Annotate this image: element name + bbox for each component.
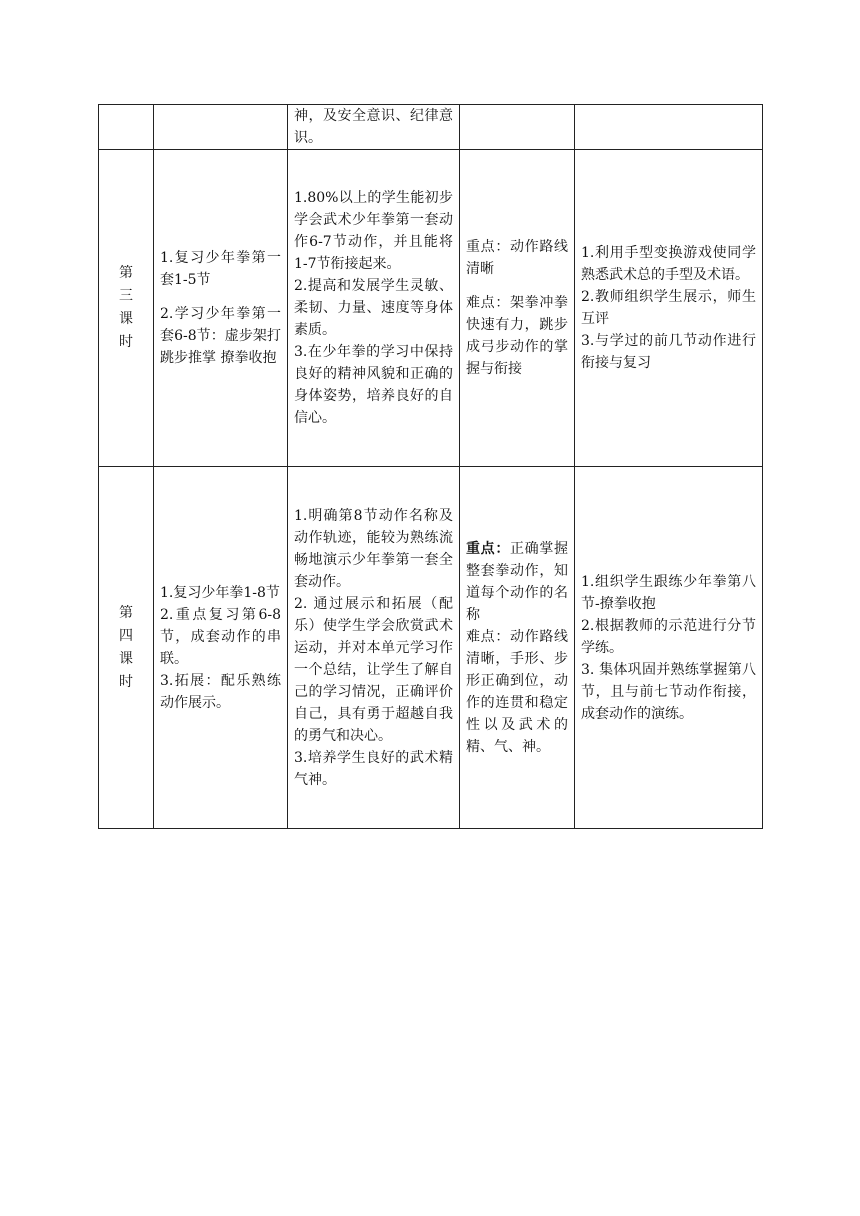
- method-text: 1.组织学生跟练少年拳第八节-撩拳收抱: [581, 573, 756, 612]
- goals-cell: [288, 150, 460, 467]
- goals-cell: [288, 467, 460, 829]
- goal-text: 1.明确第8节动作名称及动作轨迹，能较为熟练流畅地演示少年拳第一套全套动作。: [294, 507, 453, 590]
- keypoint-label: 重点：: [466, 239, 510, 255]
- keypoint-body: 正确掌握整套拳动作，知道每个动作的名称: [466, 540, 568, 623]
- methods-cell: [575, 105, 763, 150]
- content-cell: [154, 467, 288, 829]
- method-text: 1.利用手型变换游戏使同学熟悉武术总的手型及术语。: [581, 245, 756, 283]
- content-text: 1.复习少年拳第一套1-5节: [160, 250, 281, 288]
- goal-text: 1.80%以上的学生能初步学会武术少年拳第一套动作6-7节动作，并且能将1-7节衔接起来。: [294, 190, 453, 272]
- content-text: 2.学习少年拳第一套6-8节：虚步架打 跳步推掌 撩拳收抱: [160, 306, 281, 366]
- difficulty-label: 难点：: [466, 628, 510, 645]
- goals-cell: [288, 105, 460, 150]
- method-text: 3.与学过的前几节动作进行衔接与复习: [581, 333, 756, 371]
- method-text: 2.教师组织学生展示，师生互评: [581, 289, 756, 327]
- difficulty-text: [466, 292, 568, 380]
- lesson-char: 四: [119, 627, 133, 644]
- keypoint-text: [466, 538, 568, 626]
- table-row: [99, 467, 763, 829]
- goal-text: 3.在少年拳的学习中保持良好的精神风貌和正确的身体姿势，培养良好的自信心。: [294, 344, 453, 426]
- table-row: [99, 105, 763, 150]
- lesson-cell: [99, 467, 154, 829]
- methods-cell: [575, 467, 763, 829]
- lesson-char: 课: [119, 311, 133, 327]
- lesson-cell: [99, 105, 154, 150]
- content-text: 2.重点复习第6-8节，成套动作的串联。: [160, 606, 281, 667]
- lesson-char: 第: [119, 265, 133, 281]
- keypoints-cell: [460, 105, 575, 150]
- keypoints-cell: [460, 467, 575, 829]
- goal-text: 2. 通过展示和拓展（配乐）使学生学会欣赏武术运动，并对本单元学习作一个总结，让学生了解自己的学习情况，正确评价自己，具有勇于超越自我的勇气和决心。: [294, 595, 453, 744]
- keypoint-text: [466, 236, 568, 280]
- goal-text: 神，及安全意识、纪律意识。: [294, 108, 453, 146]
- lesson-char: 课: [119, 650, 133, 667]
- keypoint-label: 重点：: [466, 540, 510, 557]
- lesson-char: 时: [119, 673, 133, 690]
- lesson-plan-table: [98, 104, 763, 829]
- table-row: [99, 150, 763, 467]
- difficulty-body: 架拳冲拳快速有力，跳步成弓步动作的掌握与衔接: [466, 295, 568, 377]
- methods-cell: [575, 150, 763, 467]
- difficulty-body: 动作路线清晰，手形、步形正确到位，动作的连贯和稳定性以及武术的精、气、神。: [466, 628, 568, 755]
- difficulty-text: [466, 626, 568, 758]
- content-cell: [154, 105, 288, 150]
- keypoint-body: 动作路线清晰: [466, 239, 568, 277]
- method-text: 3. 集体巩固并熟练掌握第八节，且与前七节动作衔接，成套动作的演练。: [581, 661, 756, 722]
- keypoints-cell: [460, 150, 575, 467]
- lesson-char: 第: [119, 604, 133, 621]
- goal-text: 3.培养学生良好的武术精气神。: [294, 749, 453, 788]
- content-text: 1.复习少年拳1-8节: [160, 584, 280, 601]
- goal-text: 2.提高和发展学生灵敏、柔韧、力量、速度等身体素质。: [294, 278, 453, 338]
- content-cell: [154, 150, 288, 467]
- lesson-cell: [99, 150, 154, 467]
- difficulty-label: 难点：: [466, 295, 510, 311]
- method-text: 2.根据教师的示范进行分节学练。: [581, 617, 756, 656]
- content-text: 3.拓展：配乐熟练动作展示。: [160, 672, 281, 711]
- lesson-char: 时: [119, 334, 133, 350]
- lesson-char: 三: [119, 288, 133, 304]
